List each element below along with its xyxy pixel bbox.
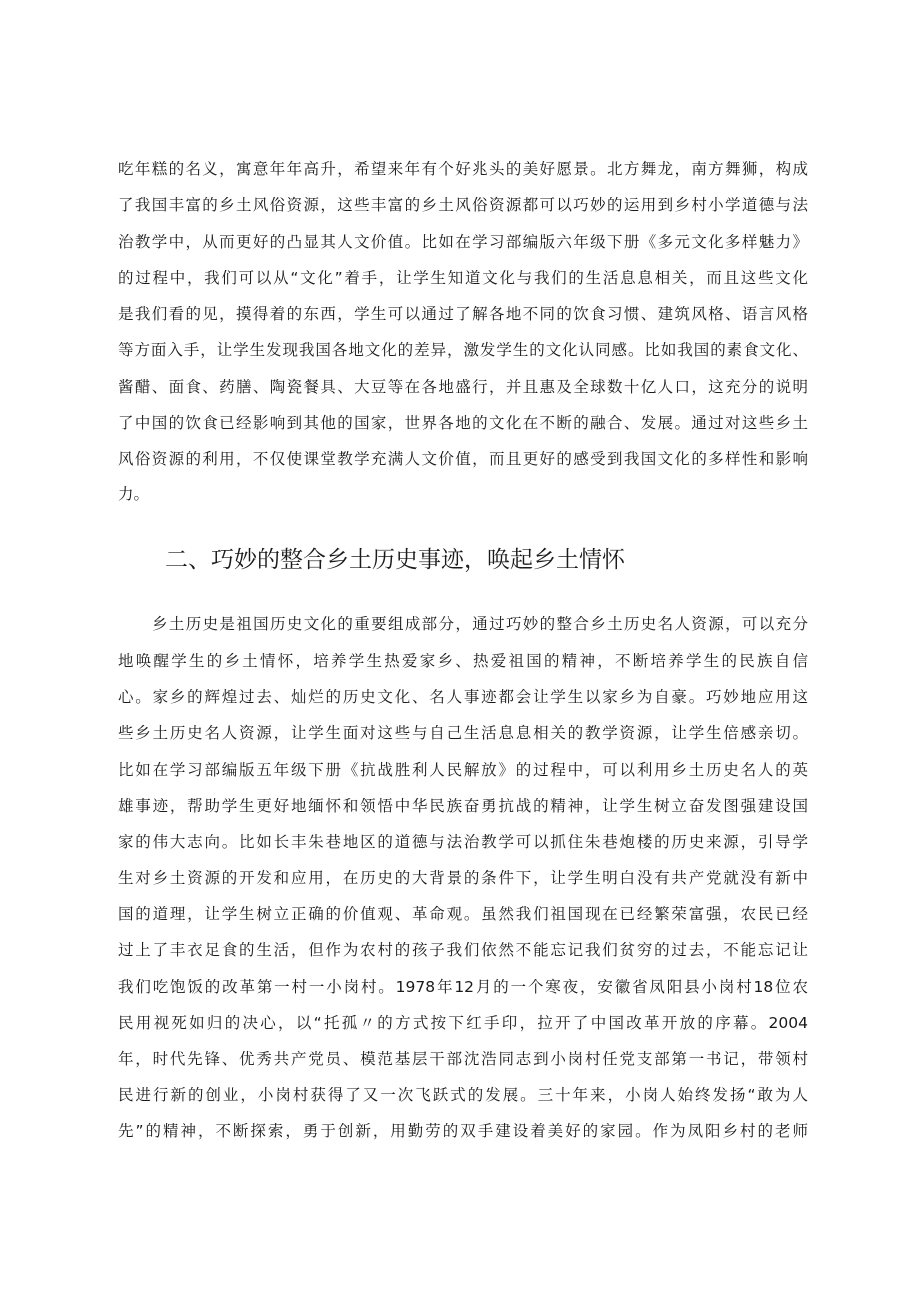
section-heading: 二、巧妙的整合乡土历史事迹，唤起乡土情怀 <box>165 547 625 573</box>
text-line: 生对乡土资源的开发和应用，在历史的大背景的条件下，让学生明白没有共产党就没有新中 <box>118 869 808 887</box>
text-line: 了我国丰富的乡土风俗资源，这些丰富的乡土风俗资源都可以巧妙的运用到乡村小学道德与法 <box>118 196 808 214</box>
text-line: 吃年糕的名义，寓意年年高升，希望来年有个好兆头的美好愿景。北方舞龙，南方舞狮，构成 <box>118 160 808 178</box>
text-line: 些乡土历史名人资源，让学生面对这些与自己生活息息相关的教学资源，让学生倍感亲切。 <box>118 724 808 742</box>
text-line: 是我们看的见，摸得着的东西，学生可以通过了解各地不同的饮食习惯、建筑风格、语言风格 <box>118 305 808 323</box>
text-line: 等方面入手，让学生发现我国各地文化的差异，激发学生的文化认同感。比如我国的素食文化、 <box>118 341 808 359</box>
text-line: 的过程中，我们可以从“文化”着手，让学生知道文化与我们的生活息息相关，而且这些文化 <box>118 269 808 287</box>
text-line: 民进行新的创业，小岗村获得了又一次飞跃式的发展。三十年来，小岗人始终发扬“敢为人 <box>118 1086 808 1104</box>
text-line: 雄事迹，帮助学生更好地缅怀和领悟中华民族奋勇抗战的精神，让学生树立奋发图强建设国 <box>118 797 808 815</box>
text-line: 民用视死如归的决心，以“托孤〃的方式按下红手印，拉开了中国改革开放的序幕。2004 <box>118 1014 808 1032</box>
text-line: 了中国的饮食已经影响到其他的国家，世界各地的文化在不断的融合、发展。通过对这些乡土 <box>118 414 808 432</box>
text-line: 风俗资源的利用，不仅使课堂教学充满人文价值，而且更好的感受到我国文化的多样性和影响 <box>118 450 808 468</box>
text-line: 心。家乡的辉煌过去、灿烂的历史文化、名人事迹都会让学生以家乡为自豪。巧妙地应用这 <box>118 688 808 706</box>
text-line: 家的伟大志向。比如长丰朱巷地区的道德与法治教学可以抓住朱巷炮楼的历史来源，引导学 <box>118 833 808 851</box>
text-line: 酱醋、面食、药膳、陶瓷餐具、大豆等在各地盛行，并且惠及全球数十亿人口，这充分的说明 <box>118 378 808 396</box>
text-line: 力。 <box>118 485 150 503</box>
text-line: 先”的精神，不断探索，勇于创新，用勤劳的双手建设着美好的家园。作为凤阳乡村的老师 <box>118 1122 808 1140</box>
text-line: 我们吃饱饭的改革第一村一小岗村。1978年12月的一个寒夜，安徽省凤阳县小岗村18位农 <box>118 978 808 996</box>
text-line: 年，时代先锋、优秀共产党员、模范基层干部沈浩同志到小岗村任党支部第一书记，带领村 <box>118 1050 808 1068</box>
text-line: 过上了丰衣足食的生活，但作为农村的孩子我们依然不能忘记我们贫穷的过去，不能忘记让 <box>118 941 808 959</box>
text-line: 国的道理，让学生树立正确的价值观、革命观。虽然我们祖国现在已经繁荣富强，农民已经 <box>118 905 808 923</box>
text-line: 乡土历史是祖国历史文化的重要组成部分，通过巧妙的整合乡土历史名人资源，可以充分 <box>152 615 808 633</box>
text-line: 治教学中，从而更好的凸显其人文价值。比如在学习部编版六年级下册《多元文化多样魅力》 <box>118 233 808 251</box>
text-line: 比如在学习部编版五年级下册《抗战胜利人民解放》的过程中，可以利用乡土历史名人的英 <box>118 761 808 779</box>
text-line: 地唤醒学生的乡土情怀，培养学生热爱家乡、热爱祖国的精神，不断培养学生的民族自信 <box>118 652 808 670</box>
